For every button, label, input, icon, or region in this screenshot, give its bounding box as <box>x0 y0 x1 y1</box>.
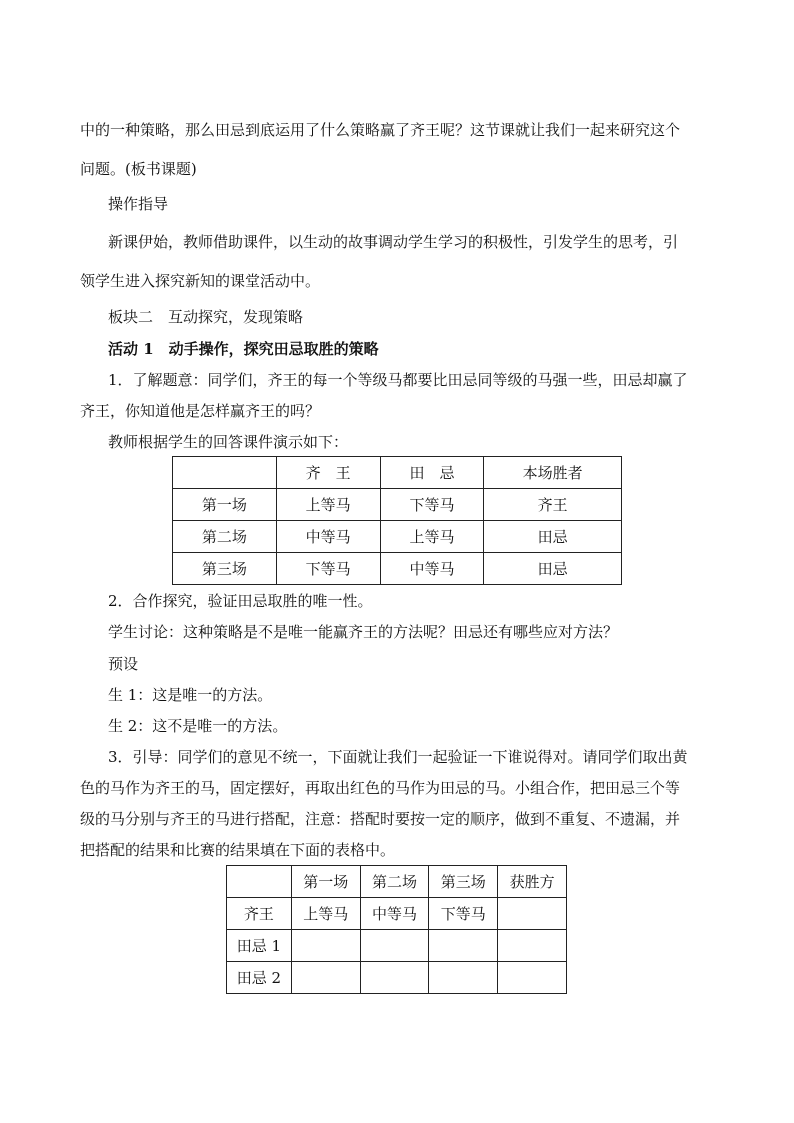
table-cell: 第一场 <box>291 866 360 898</box>
paragraph-line: 问题。(板书课题) <box>80 160 197 178</box>
table-row <box>173 553 622 585</box>
table-cell <box>227 866 292 898</box>
table-cell: 第三场 <box>429 866 498 898</box>
table-cell: 第二场 <box>360 866 429 898</box>
table-row <box>227 930 567 962</box>
table-row <box>227 962 567 994</box>
paragraph-line: 级的马分别与齐王的马进行搭配，注意：搭配时要按一定的顺序，做到不重复、不遗漏，并 <box>80 810 681 828</box>
table-header-row <box>227 866 567 898</box>
table-cell: 中等马 <box>360 898 429 930</box>
table-cell <box>429 930 498 962</box>
table-cell: 田 忌 <box>380 457 484 489</box>
table-cell <box>360 930 429 962</box>
table-cell: 上等马 <box>291 898 360 930</box>
paragraph-line: 新课伊始，教师借助课件，以生动的故事调动学生学习的积极性，引发学生的思考，引 <box>108 233 679 251</box>
table-cell: 中等马 <box>380 553 484 585</box>
table-row <box>173 521 622 553</box>
paragraph-line: 2．合作探究，验证田忌取胜的唯一性。 <box>108 592 373 610</box>
table-cell: 上等马 <box>380 521 484 553</box>
paragraph-line: 教师根据学生的回答课件演示如下： <box>108 433 349 451</box>
table-row <box>227 898 567 930</box>
table-cell <box>498 962 567 994</box>
table-cell: 第三场 <box>173 553 277 585</box>
table-cell: 齐 王 <box>276 457 380 489</box>
paragraph-line: 学生讨论：这种策略是不是唯一能赢齐王的方法呢？田忌还有哪些应对方法？ <box>108 623 619 641</box>
paragraph-line: 中的一种策略，那么田忌到底运用了什么策略赢了齐王呢？这节课就让我们一起来研究这个 <box>80 121 681 139</box>
table-cell <box>360 962 429 994</box>
table-row <box>173 489 622 521</box>
activity-heading: 活动 1 动手操作，探究田忌取胜的策略 <box>108 340 379 358</box>
table-cell: 获胜方 <box>498 866 567 898</box>
table-cell: 齐王 <box>484 489 622 521</box>
paragraph-line: 3．引导：同学们的意见不统一，下面就让我们一起验证一下谁说得对。请同学们取出黄 <box>108 748 688 766</box>
table-cell: 第一场 <box>173 489 277 521</box>
table-cell: 下等马 <box>380 489 484 521</box>
table-cell <box>291 930 360 962</box>
table-cell: 齐王 <box>227 898 292 930</box>
table-cell: 第二场 <box>173 521 277 553</box>
table-cell: 本场胜者 <box>484 457 622 489</box>
paragraph-line: 齐王，你知道他是怎样赢齐王的吗？ <box>80 402 321 420</box>
paragraph-line: 色的马作为齐王的马，固定摆好，再取出红色的马作为田忌的马。小组合作，把田忌三个等 <box>80 779 681 797</box>
horse-race-table <box>172 456 622 585</box>
section-heading: 板块二 互动探究，发现策略 <box>108 308 304 326</box>
paragraph-line: 生 2：这不是唯一的方法。 <box>108 717 288 735</box>
matching-table <box>226 865 567 994</box>
paragraph-line: 生 1：这是唯一的方法。 <box>108 686 273 704</box>
paragraph-line: 领学生进入探究新知的课堂活动中。 <box>80 272 321 290</box>
paragraph-line: 把搭配的结果和比赛的结果填在下面的表格中。 <box>80 841 396 859</box>
paragraph-line: 预设 <box>108 655 139 673</box>
paragraph-line: 1．了解题意：同学们，齐王的每一个等级马都要比田忌同等级的马强一些，田忌却赢了 <box>108 371 688 389</box>
table-cell <box>173 457 277 489</box>
table-cell <box>291 962 360 994</box>
table-cell: 下等马 <box>276 553 380 585</box>
table-cell: 田忌 2 <box>227 962 292 994</box>
table-cell <box>498 930 567 962</box>
table-cell: 中等马 <box>276 521 380 553</box>
table-cell <box>498 898 567 930</box>
table-cell: 田忌 1 <box>227 930 292 962</box>
table-cell <box>429 962 498 994</box>
table-header-row <box>173 457 622 489</box>
section-heading: 操作指导 <box>108 195 169 213</box>
table-cell: 下等马 <box>429 898 498 930</box>
table-cell: 上等马 <box>276 489 380 521</box>
table-cell: 田忌 <box>484 521 622 553</box>
table-cell: 田忌 <box>484 553 622 585</box>
